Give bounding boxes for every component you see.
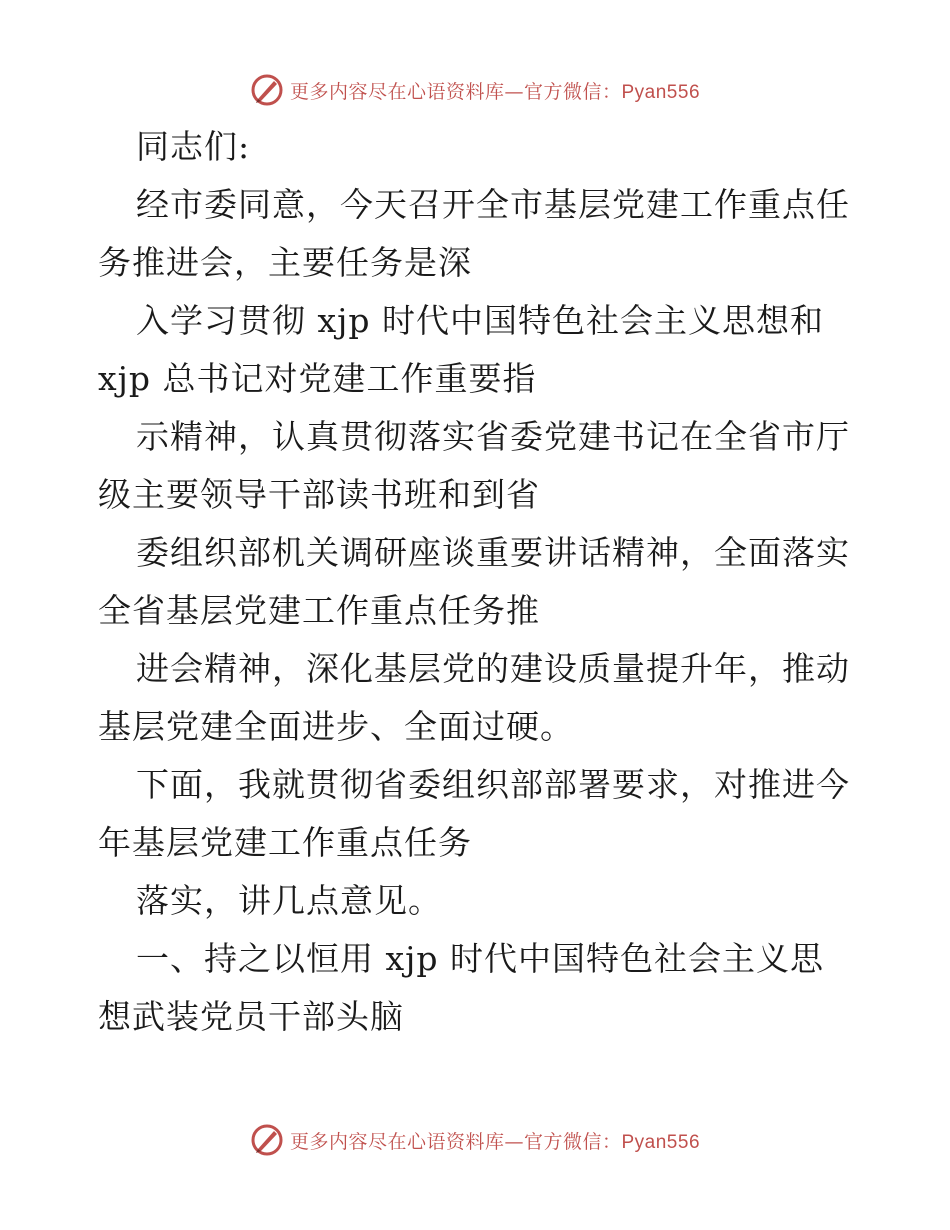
watermark-wechat-id: Pyan556 (621, 81, 701, 103)
paragraph-line: 基层党建全面进步、全面过硬。 (98, 707, 574, 746)
paragraph-line: 示精神，认真贯彻落实省委党建书记在全省市厅 (136, 417, 850, 456)
watermark-wechat-id: Pyan556 (621, 1131, 701, 1153)
paragraph-line: 同志们: (136, 127, 251, 166)
paragraph-line: 想武装党员干部头脑 (98, 997, 404, 1036)
paragraph-line: 全省基层党建工作重点任务推 (98, 591, 540, 630)
header-watermark (0, 70, 950, 110)
watermark-text (290, 77, 700, 104)
quill-pen-circle-icon (250, 73, 284, 107)
paragraph-line: 年基层党建工作重点任务 (98, 823, 472, 862)
paragraph-line: 进会精神，深化基层党的建设质量提升年，推动 (136, 649, 850, 688)
watermark-text (290, 1127, 700, 1154)
paragraph-line: 一、持之以恒用 xjp 时代中国特色社会主义思 (136, 939, 824, 978)
paragraph-line: 级主要领导干部读书班和到省 (98, 475, 540, 514)
document-body (98, 118, 858, 1046)
paragraph-line: 落实，讲几点意见。 (136, 881, 442, 920)
watermark-caption: 更多内容尽在心语资料库—官方微信： (289, 80, 622, 103)
paragraph-line: xjp 总书记对党建工作重要指 (98, 359, 537, 398)
footer-watermark (0, 1120, 950, 1160)
watermark-caption: 更多内容尽在心语资料库—官方微信： (289, 1130, 622, 1153)
paragraph-line: 委组织部机关调研座谈重要讲话精神，全面落实 (136, 533, 850, 572)
quill-pen-circle-icon (250, 1123, 284, 1157)
paragraph-line: 经市委同意，今天召开全市基层党建工作重点任 (136, 185, 850, 224)
paragraph-line: 务推进会，主要任务是深 (98, 243, 472, 282)
paragraph-line: 下面，我就贯彻省委组织部部署要求，对推进今 (136, 765, 850, 804)
paragraph-line: 入学习贯彻 xjp 时代中国特色社会主义思想和 (136, 301, 824, 340)
